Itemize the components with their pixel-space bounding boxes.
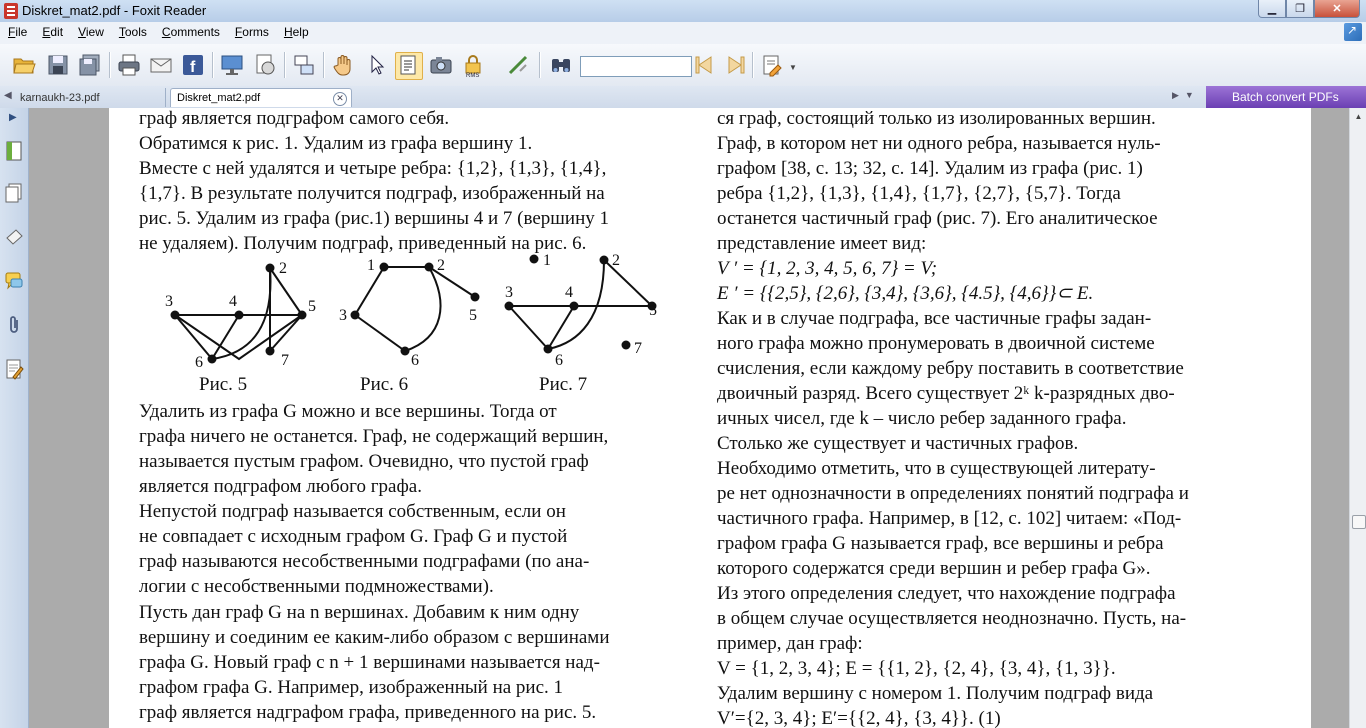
left-line-18: граф является надграфом графа, приведенного на рис. 5.	[139, 702, 597, 723]
figure-6-graph	[355, 267, 475, 351]
highlight-dropdown-arrow[interactable]: ▼	[789, 63, 797, 72]
fig5-label-7: 7	[281, 352, 289, 369]
document-viewport[interactable]	[29, 108, 1349, 728]
left-line-6: Удалить из графа G можно и все вершины. Тогда от	[139, 401, 557, 422]
window-controls	[1258, 0, 1360, 18]
measure-icon[interactable]	[506, 53, 530, 77]
menu-forms[interactable]: Forms	[234, 25, 269, 39]
caption-fig-5: Рис. 5	[199, 374, 248, 395]
left-line-4: рис. 5. Удалим из графа (рис.1) вершины 4 и 7 (вершину 1	[139, 208, 610, 229]
fig5-label-2: 2	[279, 260, 287, 277]
left-line-5: не удаляем). Получим подграф, приведенный на рис. 6.	[139, 233, 587, 254]
foxit-app-icon	[4, 3, 18, 19]
fig6-label-2: 2	[437, 257, 445, 274]
left-line-13: логии с несобственными подмножествами).	[139, 576, 494, 597]
fig7-label-5: 5	[649, 302, 657, 319]
toolbar-separator	[212, 52, 214, 78]
left-line-8: называется пустым графом. Очевидно, что пустой граф	[139, 451, 589, 472]
left-line-9: является подграфом любого графа.	[139, 476, 422, 497]
right-line-2: графом [38, с. 13; 32, с. 14]. Удалим из графа (рис. 1)	[717, 158, 1143, 179]
fig5-label-5: 5	[308, 298, 316, 315]
right-line-0: ся граф, состоящий только из изолированных вершин.	[717, 108, 1156, 129]
fig7-label-2: 2	[612, 253, 620, 269]
caption-fig-7: Рис. 7	[539, 374, 588, 395]
right-line-19: Из этого определения следует, что нахождение подграфа	[717, 583, 1176, 604]
right-line-3: ребра {1,2}, {1,3}, {1,4}, {1,7}, {2,7}, {5,7}. Тогда	[717, 183, 1121, 204]
save-as-icon[interactable]	[78, 53, 102, 77]
vertical-scrollbar[interactable]	[1349, 108, 1366, 728]
bookmarks-panel-icon[interactable]	[4, 140, 24, 162]
panel-expand-arrow-icon[interactable]: ▶	[9, 112, 17, 123]
menu-tools[interactable]: Tools	[118, 25, 147, 39]
right-line-1: Граф, в котором нет ни одного ребра, называется нуль-	[717, 133, 1161, 154]
select-arrow-icon[interactable]	[365, 53, 389, 77]
rms-lock-icon[interactable]	[461, 53, 485, 77]
right-line-11: двоичный разряд. Всего существует 2ᵏ k-разрядных дво-	[717, 383, 1175, 404]
toolbar-separator	[323, 52, 325, 78]
highlight-icon[interactable]	[760, 53, 784, 77]
signatures-panel-icon[interactable]	[4, 358, 24, 380]
left-line-11: не совпадает с исходным графом G. Граф G и пустой	[139, 526, 568, 547]
caption-fig-6: Рис. 6	[360, 374, 409, 395]
close-tab-icon[interactable]: ✕	[333, 92, 347, 106]
select-text-icon[interactable]	[395, 52, 423, 80]
comments-panel-icon[interactable]	[4, 270, 24, 292]
fig6-label-1: 1	[367, 257, 375, 274]
navigation-panel	[0, 108, 29, 728]
right-line-12: ичных чисел, где k – число ребер заданного графа.	[717, 408, 1127, 429]
right-line-5: представление имеет вид:	[717, 233, 927, 254]
print-icon[interactable]	[117, 53, 141, 77]
left-line-15: вершину и соединим ее каким-либо образом с вершинами	[139, 627, 610, 648]
close-button[interactable]: ✕	[1314, 0, 1360, 18]
toolbar-separator	[284, 52, 286, 78]
right-line-14: Необходимо отметить, что в существующей литерату-	[717, 458, 1156, 479]
tab-diskret-mat2[interactable]	[170, 88, 352, 107]
toolbar-separator	[109, 52, 111, 78]
right-line-20: в общем случае осуществляется неоднозначно. Пусть, на-	[717, 608, 1187, 629]
svg-text:f: f	[190, 59, 196, 76]
presentation-icon[interactable]	[220, 53, 244, 77]
scroll-up-icon[interactable]: ▲	[1354, 112, 1363, 121]
find-next-icon[interactable]	[724, 53, 748, 77]
maximize-button[interactable]: ❐	[1286, 0, 1314, 18]
right-line-24: V′={2, 3, 4}; E′={{2, 4}, {3, 4}}. (1)	[717, 708, 1001, 728]
snapshot-pages-icon[interactable]	[292, 53, 316, 77]
fig7-label-6: 6	[555, 352, 563, 369]
left-line-10: Непустой подграф называется собственным, если он	[139, 501, 566, 522]
fig5-label-6: 6	[195, 354, 203, 371]
fig5-label-3: 3	[165, 293, 173, 310]
fig6-label-6: 6	[411, 352, 419, 369]
left-line-0: граф является подграфом самого себя.	[139, 108, 450, 129]
right-line-4: останется частичный граф (рис. 7). Его аналитическое	[717, 208, 1158, 229]
left-line-1: Обратимся к рис. 1. Удалим из графа вершину 1.	[139, 133, 533, 154]
tab-label: Diskret_mat2.pdf	[177, 92, 261, 104]
menu-help[interactable]: Help	[283, 25, 309, 39]
attachments-panel-icon[interactable]	[4, 314, 24, 336]
properties-icon[interactable]	[253, 53, 277, 77]
left-line-7: графа ничего не останется. Граф, не содержащий вершин,	[139, 426, 609, 447]
tab-scroll-right-icon[interactable]: ▶▼	[1172, 90, 1200, 100]
camera-icon[interactable]	[429, 53, 453, 77]
menu-comments[interactable]: Comments	[161, 25, 220, 39]
toolbar-separator	[752, 52, 754, 78]
right-line-9: ного графа можно пронумеровать в двоичной системе	[717, 333, 1155, 354]
right-line-16: частичного графа. Например, в [12, с. 102] читаем: «Под-	[717, 508, 1182, 529]
right-line-7: E ′ = {{2,5}, {2,6}, {3,4}, {3,6}, {4.5}, {4,6}}⊂ E.	[717, 283, 1094, 304]
title-bar	[0, 0, 1366, 23]
left-line-17: графом графа G. Например, изображенный на рис. 1	[139, 677, 564, 698]
right-line-22: V = {1, 2, 3, 4}; E = {{1, 2}, {2, 4}, {3, 4}, {1, 3}}.	[717, 658, 1116, 679]
right-line-13: Столько же существует и частичных графов.	[717, 433, 1079, 454]
batch-convert-button[interactable]: Batch convert PDFs	[1206, 86, 1366, 108]
right-line-6: V ′ = {1, 2, 3, 4, 5, 6, 7} = V;	[717, 258, 938, 279]
right-line-10: счисления, если каждому ребру поставить в соответствие	[717, 358, 1184, 379]
right-line-17: графом графа G называется граф, все вершины и ребра	[717, 533, 1164, 554]
menu-bar	[0, 22, 1366, 44]
layers-panel-icon[interactable]	[4, 226, 24, 248]
toolbar-separator	[539, 52, 541, 78]
right-line-15: ре нет однозначности в определениях понятий подграфа и	[717, 483, 1189, 504]
right-line-23: Удалим вершину с номером 1. Получим подграф вида	[717, 683, 1154, 704]
fig7-label-1: 1	[543, 253, 551, 269]
fig7-label-3: 3	[505, 284, 513, 301]
resize-window-icon[interactable]	[1344, 23, 1362, 41]
pages-panel-icon[interactable]	[4, 182, 24, 204]
facebook-icon[interactable]	[181, 53, 205, 77]
pdf-page	[109, 108, 1311, 728]
scrollbar-thumb[interactable]	[1352, 515, 1366, 529]
save-icon[interactable]	[46, 53, 70, 77]
rms-label: RMS	[466, 73, 480, 77]
right-line-21: пример, дан граф:	[717, 633, 863, 654]
right-line-8: Как и в случае подграфа, все частичные графы задан-	[717, 308, 1152, 329]
find-input[interactable]	[580, 56, 692, 77]
main-toolbar	[0, 44, 1366, 87]
left-line-12: граф называются несобственными подграфами (по ана-	[139, 551, 590, 572]
menu-view[interactable]: View	[78, 25, 104, 39]
fig7-label-7: 7	[634, 340, 642, 357]
tab-scroll-left-icon[interactable]: ◀	[4, 90, 12, 101]
left-line-3: {1,7}. В результате получится подграф, изображенный на	[139, 183, 605, 204]
left-line-2: Вместе с ней удалятся и четыре ребра: {1,2}, {1,3}, {1,4},	[139, 158, 607, 179]
find-previous-icon[interactable]	[692, 53, 716, 77]
find-binoculars-icon[interactable]	[549, 53, 573, 77]
left-line-16: графа G. Новый граф с n + 1 вершинами называется над-	[139, 652, 600, 673]
email-icon[interactable]	[149, 53, 173, 77]
tab-karnaukh[interactable]: karnaukh-23.pdf	[14, 88, 166, 107]
fig5-label-4: 4	[229, 293, 237, 310]
figure-7-graph	[509, 260, 652, 349]
right-line-18: которого содержатся среди вершин и ребер графа G».	[717, 558, 1151, 579]
left-line-14: Пусть дан граф G на n вершинах. Добавим к ним одну	[139, 602, 580, 623]
minimize-button[interactable]: ▁	[1258, 0, 1286, 18]
open-icon[interactable]	[12, 53, 36, 77]
fig6-label-3: 3	[339, 307, 347, 324]
window-title: Diskret_mat2.pdf - Foxit Reader	[22, 3, 207, 18]
menu-edit[interactable]: Edit	[42, 25, 64, 39]
fig6-label-5: 5	[469, 307, 477, 324]
hand-tool-icon[interactable]	[332, 53, 356, 77]
document-tab-bar	[0, 86, 1366, 109]
menu-file[interactable]: File	[8, 25, 28, 39]
fig7-label-4: 4	[565, 284, 573, 301]
